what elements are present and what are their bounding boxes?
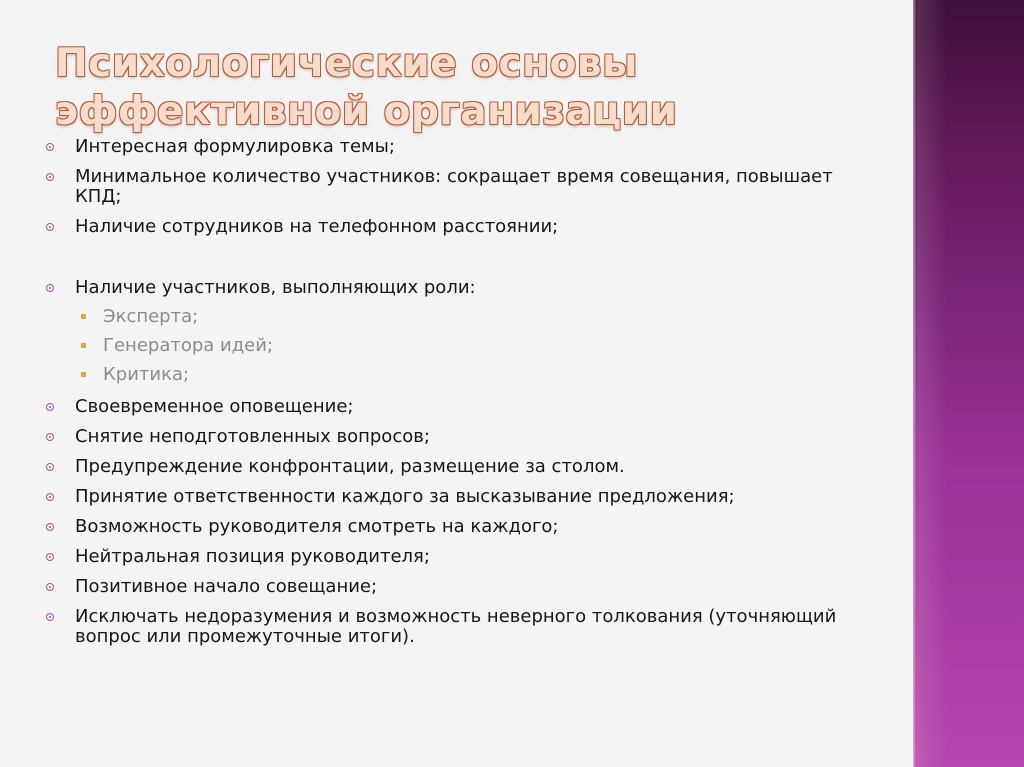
square-bullet-icon [81,343,86,348]
list-item [44,137,844,157]
circle-bullet-icon [46,613,54,621]
list-item-text: Нейтральная позиция руководителя; [75,546,430,567]
list-item [44,517,844,537]
list-item-text: Исключать недоразумения и возможность неверного толкования (уточняющий вопрос или промежуточные итоги). [75,606,837,647]
list-item-text: Позитивное начало совещание; [75,576,378,597]
slide-title [55,40,815,136]
list-item [44,547,844,567]
circle-bullet-icon [46,143,54,151]
bullet-list [44,137,844,647]
circle-bullet-icon [46,173,54,181]
circle-bullet-icon [46,583,54,591]
slide-title-line-1: Психологические основы [55,41,638,86]
circle-bullet-icon [46,403,54,411]
list-item-text: Наличие сотрудников на телефонном расстоянии; [75,216,559,237]
sub-list-item-text: Генератора идей; [103,335,274,356]
list-item-text: Принятие ответственности каждого за высказывание предложения; [75,486,735,507]
circle-bullet-icon [46,523,54,531]
circle-bullet-icon [46,223,54,231]
sub-list-item [44,307,844,327]
list-item-text: Снятие неподготовленных вопросов; [75,426,430,447]
circle-bullet-icon [46,493,54,501]
list-item-text: Своевременное оповещение; [75,396,354,417]
square-bullet-icon [81,314,86,319]
circle-bullet-icon [46,553,54,561]
list-item [44,487,844,507]
circle-bullet-icon [46,284,54,292]
list-item-text: Минимальное количество участников: сокращает время совещания, повышает КПД; [75,166,833,207]
sub-list-item-text: Эксперта; [103,306,199,327]
sub-list-item [44,365,844,385]
side-band-gloss [917,0,947,767]
list-item [44,577,844,597]
list-item [44,607,844,647]
list-item [44,397,844,417]
list-item-text: Наличие участников, выполняющих роли: [75,277,476,298]
sub-list-item [44,336,844,356]
circle-bullet-icon [46,433,54,441]
list-item-text: Интересная формулировка темы; [75,136,395,157]
square-bullet-icon [81,372,86,377]
list-item-text: Возможность руководителя смотреть на каждого; [75,516,559,537]
list-item [44,217,844,237]
list-item [44,457,844,477]
list-item [44,167,844,207]
list-item-text: Предупреждение конфронтации, размещение за столом. [75,456,625,477]
sub-list-item-text: Критика; [103,364,190,385]
slide-title-line-2: эффективной организации [55,89,678,134]
list-item [44,278,844,298]
list-item [44,427,844,447]
circle-bullet-icon [46,463,54,471]
